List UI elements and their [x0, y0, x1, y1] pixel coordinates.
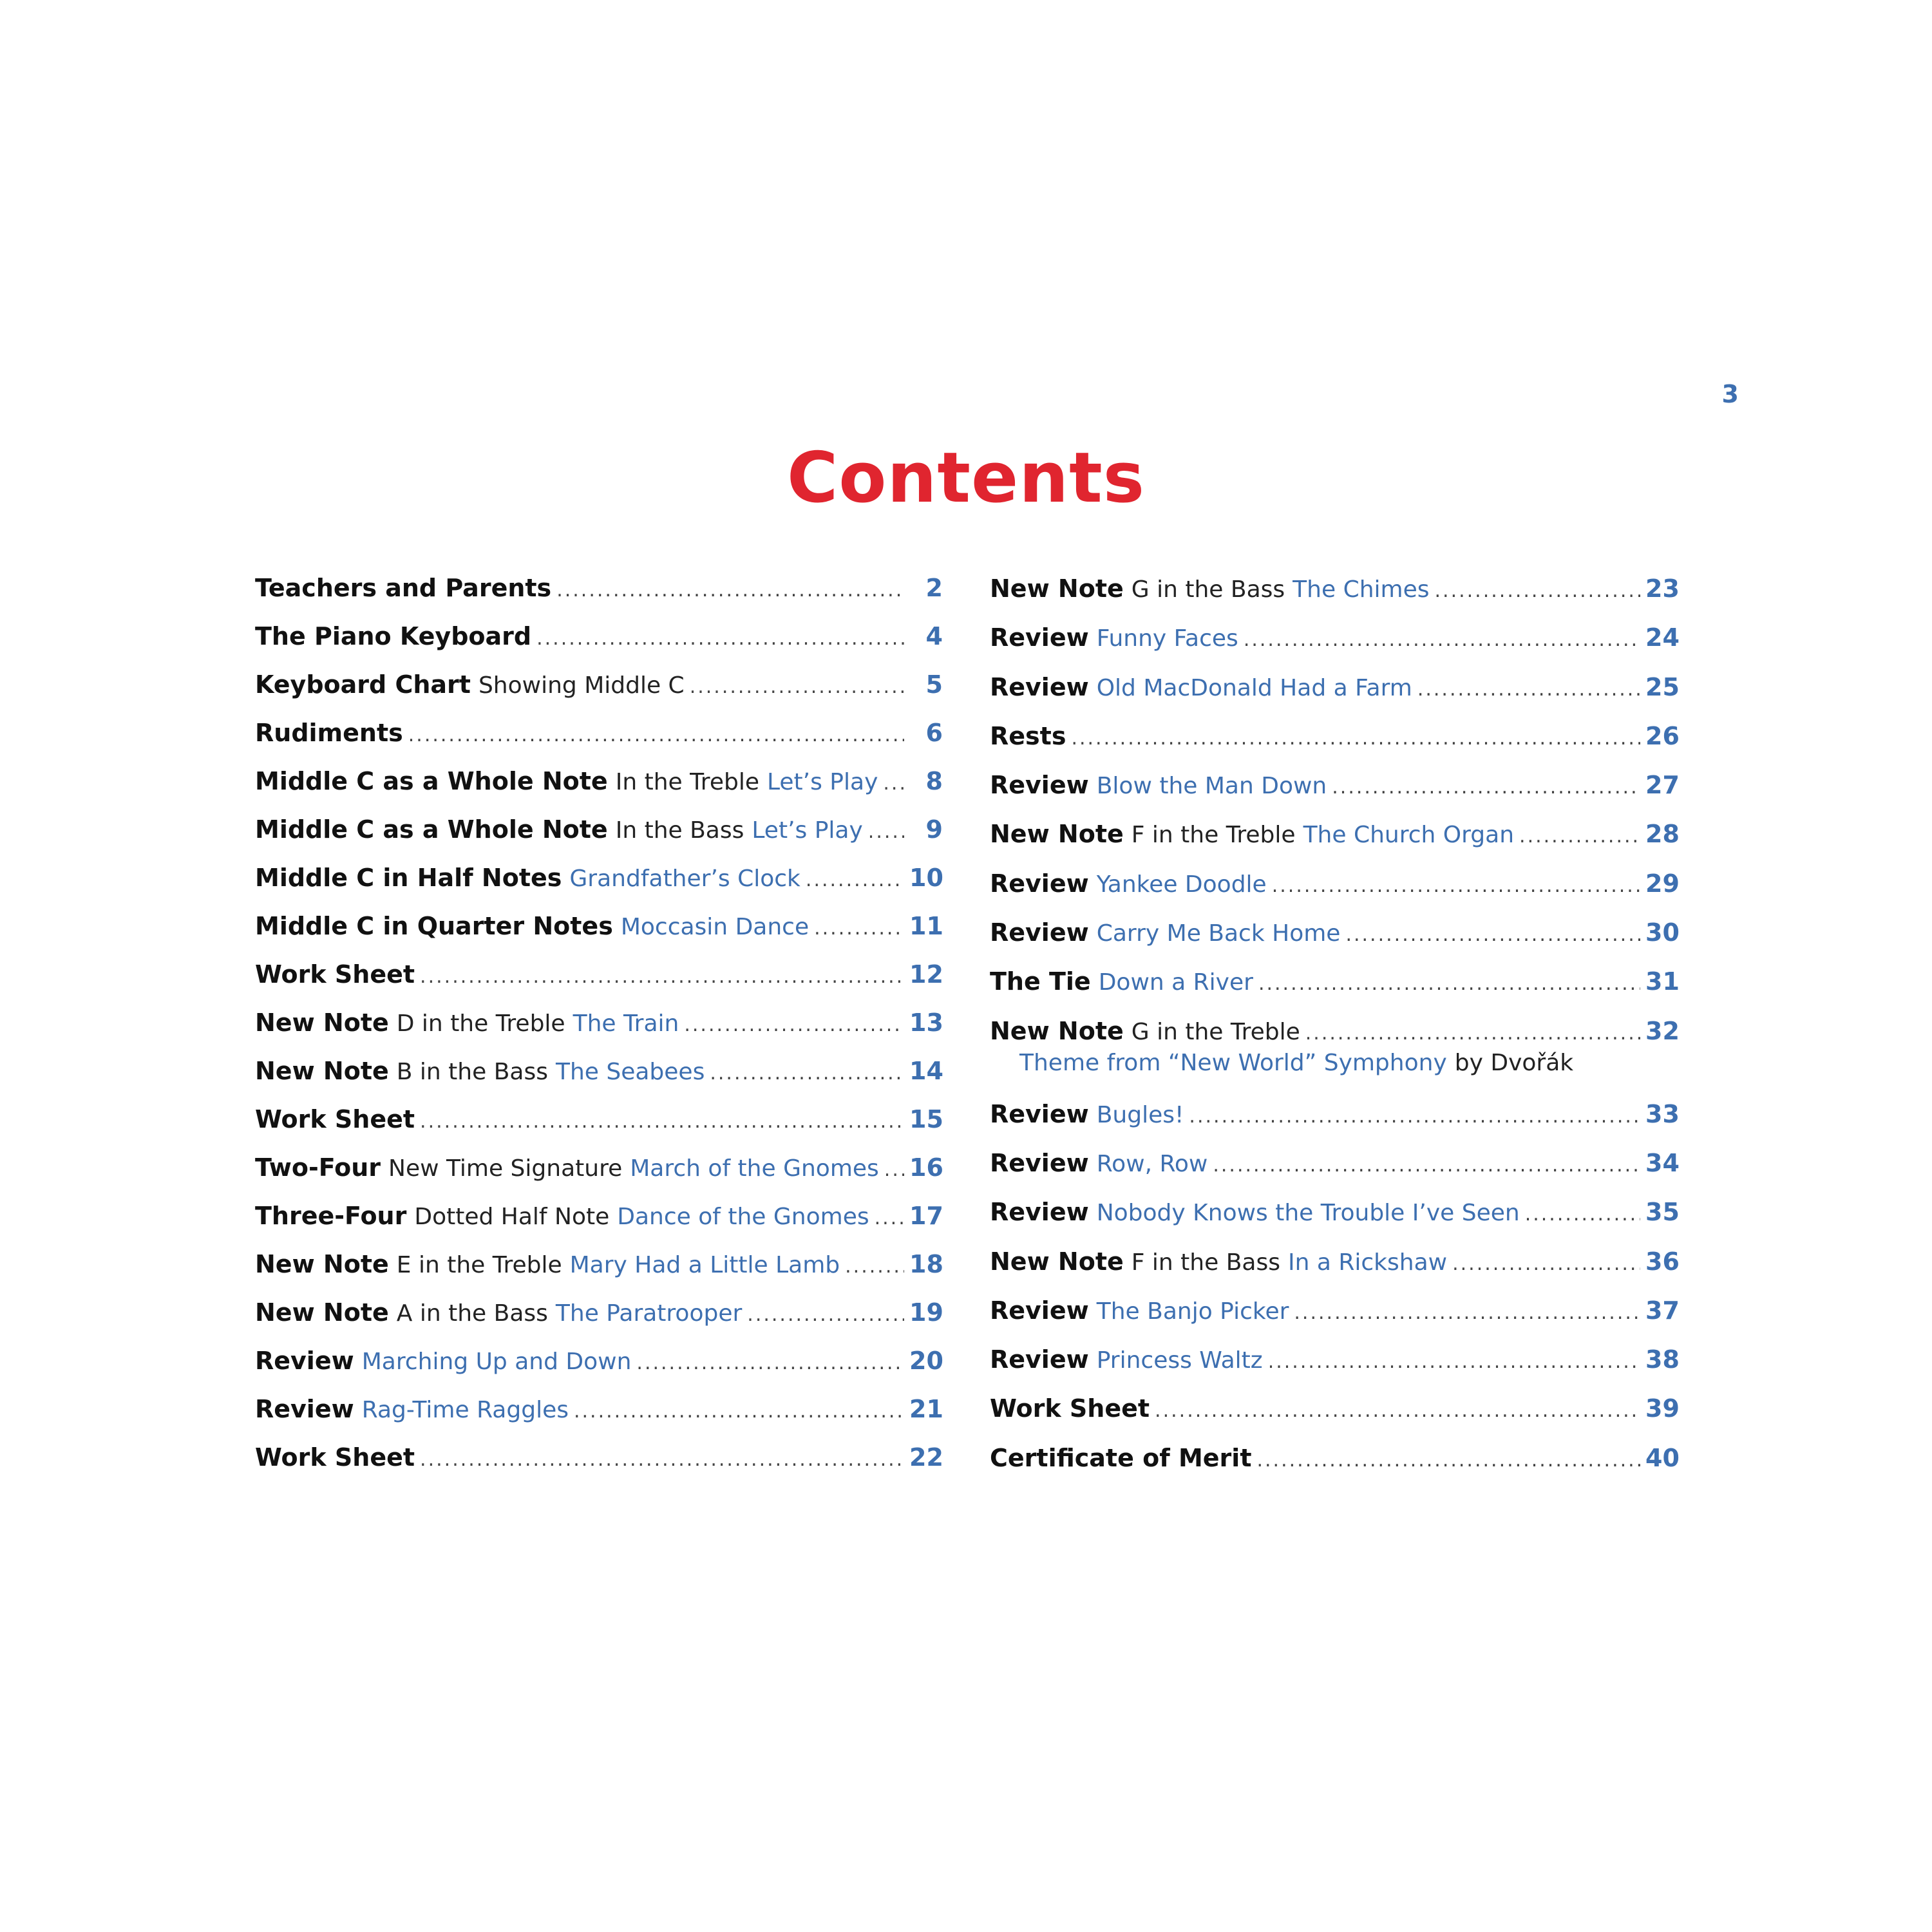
dot-leader	[1268, 1338, 1640, 1387]
dot-leader	[1452, 1240, 1640, 1289]
dot-leader	[1332, 763, 1640, 812]
toc-entry-song-title: Down a River	[1098, 969, 1253, 996]
toc-entry-text	[255, 661, 909, 711]
toc-entry-text	[990, 1286, 1645, 1338]
toc-entry-song-title: Nobody Knows the Trouble I’ve Seen	[1096, 1200, 1520, 1227]
toc-entry-page-number: 4	[925, 622, 943, 650]
toc-entry-song-title: Princess Waltz	[1096, 1347, 1263, 1374]
dot-leader	[1244, 616, 1640, 665]
contents-column-left	[255, 564, 943, 1482]
toc-entry-composer: by Dvořák	[1454, 1049, 1574, 1076]
toc-entry-song-title: The Church Organ	[1303, 822, 1515, 849]
toc-entry-song-title: Yankee Doodle	[1096, 871, 1267, 898]
toc-entry-song-title: Moccasin Dance	[620, 914, 810, 940]
toc-entry-song-title: Old MacDonald Had a Farm	[1096, 674, 1412, 701]
contents-column-right	[990, 564, 1679, 1482]
toc-entry-page-number: 13	[909, 1009, 943, 1037]
toc-entry[interactable]	[990, 810, 1679, 858]
toc-entry-heading: Work Sheet	[255, 960, 415, 989]
dot-leader	[806, 856, 904, 904]
toc-entry-song-title: Let’s Play	[766, 769, 878, 795]
toc-entry-page-number: 38	[1645, 1345, 1680, 1374]
toc-entry[interactable]	[990, 564, 1679, 613]
toc-entry-heading: Work Sheet	[990, 1394, 1150, 1423]
toc-entry[interactable]	[255, 999, 943, 1047]
toc-entry-page-number: 20	[909, 1347, 943, 1375]
toc-entry-heading: Review	[990, 623, 1089, 652]
toc-entry-song-title: March of the Gnomes	[630, 1155, 879, 1182]
toc-entry-text	[255, 564, 909, 614]
toc-entry-page-number: 6	[925, 719, 943, 747]
toc-entry-heading: Work Sheet	[255, 1105, 415, 1133]
toc-entry[interactable]	[255, 806, 943, 854]
toc-entry-text	[255, 999, 909, 1049]
toc-entry-heading: Review	[990, 918, 1089, 947]
toc-entry-song-title: Carry Me Back Home	[1096, 920, 1341, 947]
dot-leader	[420, 1435, 904, 1484]
toc-entry-text	[255, 709, 909, 759]
dot-leader	[1435, 567, 1641, 616]
toc-entry-text	[255, 1047, 909, 1097]
toc-entry-text	[255, 1095, 909, 1146]
toc-entry-heading: Two-Four	[255, 1153, 381, 1182]
toc-entry[interactable]	[990, 663, 1679, 712]
toc-entry-text	[255, 1434, 909, 1484]
toc-entry-text	[990, 712, 1645, 763]
toc-entry-heading: Review	[255, 1347, 354, 1375]
toc-entry-song-title: Bugles!	[1096, 1101, 1184, 1128]
toc-entry-song-title: Grandfather’s Clock	[569, 866, 800, 892]
toc-entry[interactable]	[255, 854, 943, 902]
toc-entry-heading: New Note	[990, 1016, 1124, 1045]
toc-entry-page-number: 9	[925, 815, 943, 844]
toc-entry-page-number: 39	[1645, 1394, 1680, 1423]
toc-entry-subtitle: A in the Bass	[396, 1300, 548, 1327]
toc-entry-heading: Review	[990, 672, 1089, 701]
page-title: Contents	[786, 438, 1145, 518]
dot-leader	[1417, 665, 1640, 714]
dot-leader	[636, 1339, 904, 1387]
toc-entry-subtitle: E in the Treble	[396, 1252, 562, 1278]
dot-leader	[875, 1194, 904, 1242]
toc-entry-page-number: 35	[1645, 1198, 1680, 1227]
toc-entry-text	[255, 951, 909, 1001]
toc-entry-text	[990, 1434, 1645, 1485]
toc-entry-page-number: 17	[909, 1202, 943, 1230]
toc-entry[interactable]	[255, 564, 943, 612]
dot-leader	[1155, 1387, 1640, 1435]
toc-entry-heading: Review	[990, 1296, 1089, 1325]
dot-leader	[420, 1097, 904, 1146]
toc-entry-second-line	[1019, 1039, 1573, 1088]
toc-entry-song-title: Mary Had a Little Lamb	[569, 1252, 840, 1278]
dot-leader	[690, 663, 904, 711]
toc-entry-song-title: Funny Faces	[1096, 625, 1238, 652]
toc-entry[interactable]	[990, 859, 1679, 908]
toc-entry-heading: New Note	[255, 1298, 389, 1327]
toc-entry-subtitle: G in the Bass	[1131, 576, 1285, 603]
toc-entry-page-number: 27	[1645, 771, 1680, 800]
toc-entry-heading: Middle C in Half Notes	[255, 864, 562, 892]
dot-leader	[1258, 960, 1640, 1009]
toc-entry-heading: Review	[990, 1148, 1089, 1177]
toc-entry-heading: Review	[990, 1099, 1089, 1128]
dot-leader	[408, 711, 904, 759]
toc-entry[interactable]	[990, 1188, 1679, 1236]
dot-leader	[814, 904, 904, 952]
toc-entry-heading: New Note	[990, 574, 1124, 603]
toc-entry-song-title: Marching Up and Down	[361, 1349, 632, 1375]
toc-entry-text	[990, 564, 1645, 616]
toc-entry-song-title: Row, Row	[1096, 1150, 1208, 1177]
dot-leader	[1519, 812, 1640, 861]
dot-leader	[684, 1001, 904, 1049]
toc-entry-song-title: The Seabees	[555, 1059, 705, 1085]
toc-entry-page-number: 10	[909, 864, 943, 892]
toc-entry-text	[990, 908, 1645, 960]
toc-entry-text	[255, 806, 909, 856]
toc-entry-heading: Review	[990, 771, 1089, 800]
toc-entry-heading: Review	[255, 1395, 354, 1423]
toc-entry-page-number: 25	[1645, 672, 1680, 701]
toc-entry-heading: Review	[990, 1345, 1089, 1374]
toc-entry-page-number: 12	[909, 960, 943, 989]
toc-entry-heading: New Note	[255, 1250, 389, 1278]
toc-entry[interactable]	[255, 1434, 943, 1482]
toc-entry-page-number: 22	[909, 1443, 943, 1472]
dot-leader	[845, 1242, 904, 1291]
toc-entry-text	[255, 902, 909, 952]
dot-leader	[1294, 1289, 1640, 1338]
toc-entry[interactable]	[990, 1335, 1679, 1384]
toc-entry[interactable]	[990, 1139, 1679, 1188]
toc-entry-page-number: 32	[1645, 1016, 1680, 1045]
toc-entry-text	[990, 1384, 1645, 1435]
toc-entry[interactable]	[990, 1007, 1679, 1090]
toc-entry[interactable]	[255, 709, 943, 757]
dot-leader	[884, 1146, 904, 1194]
dot-leader	[1256, 1436, 1640, 1485]
toc-entry[interactable]	[255, 1192, 943, 1240]
toc-entry[interactable]	[990, 1286, 1679, 1335]
toc-entry-song-title: The Paratrooper	[555, 1300, 743, 1327]
toc-entry[interactable]	[990, 957, 1679, 1006]
toc-entry-subtitle: F in the Bass	[1131, 1249, 1280, 1276]
toc-entry[interactable]	[990, 613, 1679, 662]
toc-entry[interactable]	[255, 661, 943, 709]
toc-entry-heading: New Note	[255, 1057, 389, 1085]
toc-entry-text	[255, 1289, 909, 1339]
toc-entry-text	[255, 1337, 909, 1387]
dot-leader	[574, 1387, 904, 1435]
toc-entry[interactable]	[990, 1384, 1679, 1433]
toc-entry-page-number: 36	[1645, 1247, 1680, 1276]
toc-entry-song-title: The Train	[573, 1010, 679, 1037]
toc-entry-page-number: 30	[1645, 918, 1680, 947]
toc-entry-song-title: Theme from “New World” Symphony	[1019, 1049, 1447, 1076]
toc-entry-page-number: 15	[909, 1105, 943, 1133]
dot-leader	[1525, 1190, 1640, 1239]
dot-leader	[710, 1049, 904, 1097]
toc-entry-page-number: 31	[1645, 967, 1680, 996]
toc-entry[interactable]	[255, 1240, 943, 1289]
toc-entry-heading: Work Sheet	[255, 1443, 415, 1472]
toc-entry-text	[990, 1139, 1645, 1190]
dot-leader	[1071, 714, 1640, 763]
toc-entry-text	[255, 612, 909, 663]
toc-entry[interactable]	[255, 1095, 943, 1144]
dot-leader	[1189, 1092, 1640, 1141]
toc-entry-text	[255, 1192, 909, 1242]
dot-leader	[883, 759, 904, 808]
toc-entry-page-number: 34	[1645, 1148, 1680, 1177]
toc-entry-heading: Middle C as a Whole Note	[255, 767, 608, 795]
toc-entry-page-number: 18	[909, 1250, 943, 1278]
toc-entry-heading: Review	[990, 1198, 1089, 1227]
toc-entry-page-number: 28	[1645, 820, 1680, 849]
toc-entry-page-number: 33	[1645, 1099, 1680, 1128]
toc-entry[interactable]	[255, 1289, 943, 1337]
toc-entry-song-title: Let’s Play	[752, 817, 863, 844]
toc-entry[interactable]	[255, 757, 943, 806]
toc-entry-text	[990, 859, 1645, 911]
dot-leader	[868, 808, 904, 856]
toc-entry-page-number: 5	[925, 670, 943, 699]
toc-entry-heading: The Tie	[990, 967, 1091, 996]
toc-entry-heading: Keyboard Chart	[255, 670, 471, 699]
toc-entry-text	[990, 1090, 1645, 1141]
toc-entry-heading: Middle C as a Whole Note	[255, 815, 608, 844]
toc-entry-subtitle: New Time Signature	[388, 1155, 623, 1182]
toc-entry-page-number: 29	[1645, 869, 1680, 898]
toc-entry-song-title: Rag-Time Raggles	[361, 1397, 569, 1423]
dot-leader	[1213, 1141, 1640, 1190]
toc-entry-subtitle: In the Bass	[615, 817, 744, 844]
toc-entry-subtitle: In the Treble	[615, 769, 759, 795]
toc-entry-song-title: Dance of the Gnomes	[617, 1204, 869, 1230]
toc-entry[interactable]	[255, 1337, 943, 1385]
toc-entry-page-number: 14	[909, 1057, 943, 1085]
toc-entry-page-number: 26	[1645, 721, 1680, 750]
toc-entry[interactable]	[990, 712, 1679, 761]
toc-entry-song-title: The Chimes	[1293, 576, 1430, 603]
toc-entry-song-title: In a Rickshaw	[1287, 1249, 1448, 1276]
toc-entry-subtitle: Dotted Half Note	[414, 1204, 610, 1230]
toc-entry-subtitle: F in the Treble	[1131, 822, 1296, 849]
toc-entry[interactable]	[255, 1144, 943, 1192]
toc-entry[interactable]	[255, 1047, 943, 1095]
toc-entry-heading: Rudiments	[255, 719, 403, 747]
toc-entry-heading: The Piano Keyboard	[255, 622, 532, 650]
toc-entry-text	[990, 613, 1645, 665]
toc-entry-page-number: 16	[909, 1153, 943, 1182]
toc-entry-subtitle: Showing Middle C	[478, 672, 685, 699]
toc-entry-heading: New Note	[990, 1247, 1124, 1276]
toc-entry[interactable]	[255, 902, 943, 951]
toc-entry-text	[990, 1335, 1645, 1387]
toc-entry-page-number: 21	[909, 1395, 943, 1423]
dot-leader	[556, 566, 904, 614]
toc-entry-heading: Teachers and Parents	[255, 574, 552, 602]
toc-entry[interactable]	[255, 1385, 943, 1434]
toc-entry[interactable]	[990, 1434, 1679, 1482]
toc-entry-text	[255, 854, 909, 904]
toc-entry-song-title: The Banjo Picker	[1096, 1298, 1289, 1325]
toc-entry-heading: Certificate of Merit	[990, 1443, 1252, 1472]
toc-entry-page-number: 2	[925, 574, 943, 602]
toc-entry-text	[990, 1188, 1645, 1239]
toc-entry-text	[990, 1237, 1645, 1289]
toc-entry-text	[990, 957, 1645, 1009]
toc-entry-subtitle: D in the Treble	[396, 1010, 565, 1037]
toc-entry[interactable]	[990, 761, 1679, 810]
toc-entry-text	[255, 757, 909, 808]
toc-entry-text	[990, 663, 1645, 714]
page-number: 3	[1721, 380, 1739, 408]
toc-entry[interactable]	[990, 1237, 1679, 1286]
dot-leader	[536, 614, 904, 663]
toc-entry-text	[255, 1385, 909, 1435]
toc-entry-text	[990, 761, 1645, 812]
toc-entry[interactable]	[255, 612, 943, 661]
toc-entry-heading: New Note	[255, 1009, 389, 1037]
toc-entry-text	[255, 1240, 909, 1291]
toc-entry-page-number: 40	[1645, 1443, 1680, 1472]
toc-entry[interactable]	[990, 1090, 1679, 1139]
toc-entry[interactable]	[990, 908, 1679, 957]
toc-entry-page-number: 19	[909, 1298, 943, 1327]
toc-entry-text	[255, 1144, 909, 1194]
toc-entry-heading: Rests	[990, 721, 1066, 750]
toc-entry-heading: Review	[990, 869, 1089, 898]
toc-entry-heading: New Note	[990, 820, 1124, 849]
toc-entry-page-number: 24	[1645, 623, 1680, 652]
toc-entry-subtitle: B in the Bass	[396, 1059, 548, 1085]
dot-leader	[420, 952, 904, 1001]
toc-entry-text	[990, 810, 1645, 861]
dot-leader	[1345, 911, 1640, 960]
toc-entry[interactable]	[255, 951, 943, 999]
toc-entry-subtitle: G in the Treble	[1131, 1018, 1300, 1045]
toc-entry-heading: Three-Four	[255, 1202, 407, 1230]
toc-entry-page-number: 8	[925, 767, 943, 795]
toc-entry-song-title: Blow the Man Down	[1096, 773, 1327, 800]
dot-leader	[747, 1291, 904, 1339]
toc-entry-heading: Middle C in Quarter Notes	[255, 912, 613, 940]
toc-entry-page-number: 11	[909, 912, 943, 940]
toc-entry-page-number: 37	[1645, 1296, 1680, 1325]
dot-leader	[1272, 862, 1640, 911]
toc-entry-page-number: 23	[1645, 574, 1680, 603]
